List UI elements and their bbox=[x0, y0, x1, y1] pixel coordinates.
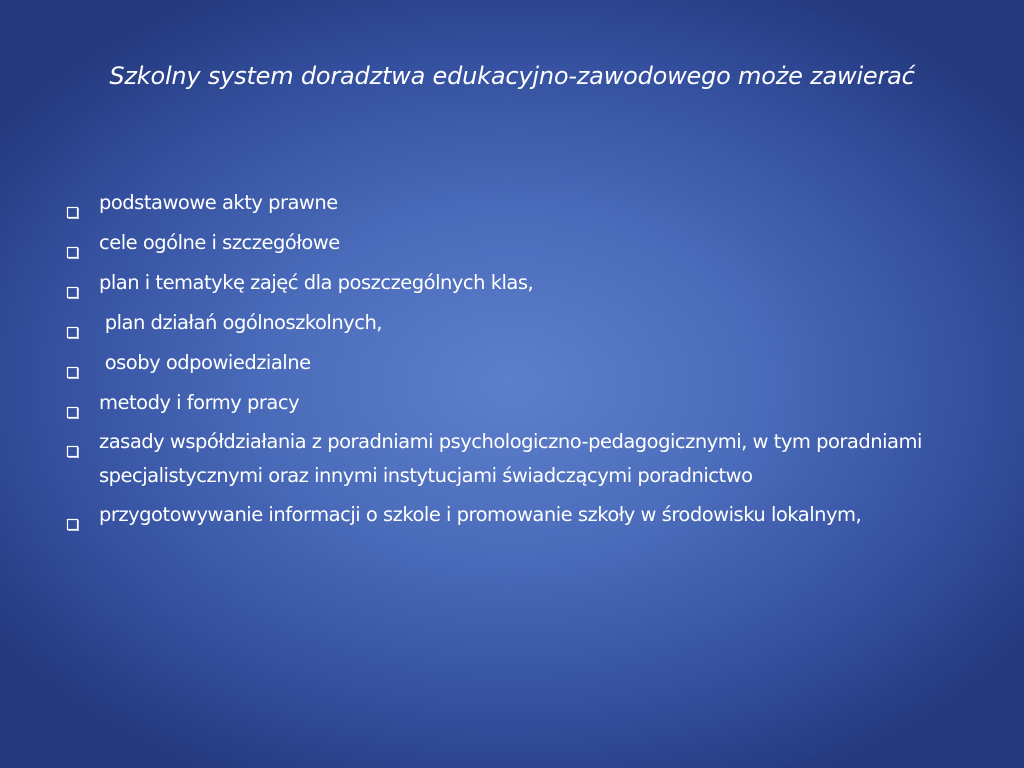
list-item bbox=[64, 265, 964, 300]
list-item bbox=[64, 225, 964, 260]
checkbox-square-icon bbox=[64, 315, 79, 330]
list-item bbox=[64, 345, 964, 380]
checkbox-square-icon bbox=[64, 395, 79, 410]
slide-title: Szkolny system doradztwa edukacyjno-zawodowego może zawierać bbox=[109, 62, 915, 90]
bullet-text: podstawowe akty prawne bbox=[99, 191, 338, 214]
checkbox-square-icon bbox=[64, 508, 79, 523]
checkbox-square-icon bbox=[64, 195, 79, 210]
bullet-text: plan i tematykę zajęć dla poszczególnych klas, bbox=[99, 271, 534, 294]
checkbox-square-icon bbox=[64, 275, 79, 290]
list-item bbox=[64, 498, 964, 532]
checkbox-square-icon bbox=[64, 435, 79, 450]
bullet-text: osoby odpowiedzialne bbox=[99, 351, 311, 374]
bullet-text: plan działań ogólnoszkolnych, bbox=[99, 311, 382, 334]
checkbox-square-icon bbox=[64, 355, 79, 370]
bullet-text: cele ogólne i szczegółowe bbox=[99, 231, 340, 254]
bullet-text: przygotowywanie informacji o szkole i promowanie szkoły w środowisku lokalnym, bbox=[99, 503, 862, 526]
bullet-text: zasady współdziałania z poradniami psychologiczno-pedagogicznymi, w tym poradniami specjalistycznymi oraz innymi instytucjami świadczącymi poradnictwo bbox=[99, 430, 928, 487]
list-item bbox=[64, 425, 964, 493]
list-item bbox=[64, 385, 964, 420]
list-item bbox=[64, 305, 964, 340]
bullet-text: metody i formy pracy bbox=[99, 391, 300, 414]
bullet-list bbox=[64, 185, 964, 537]
checkbox-square-icon bbox=[64, 235, 79, 250]
list-item bbox=[64, 185, 964, 220]
